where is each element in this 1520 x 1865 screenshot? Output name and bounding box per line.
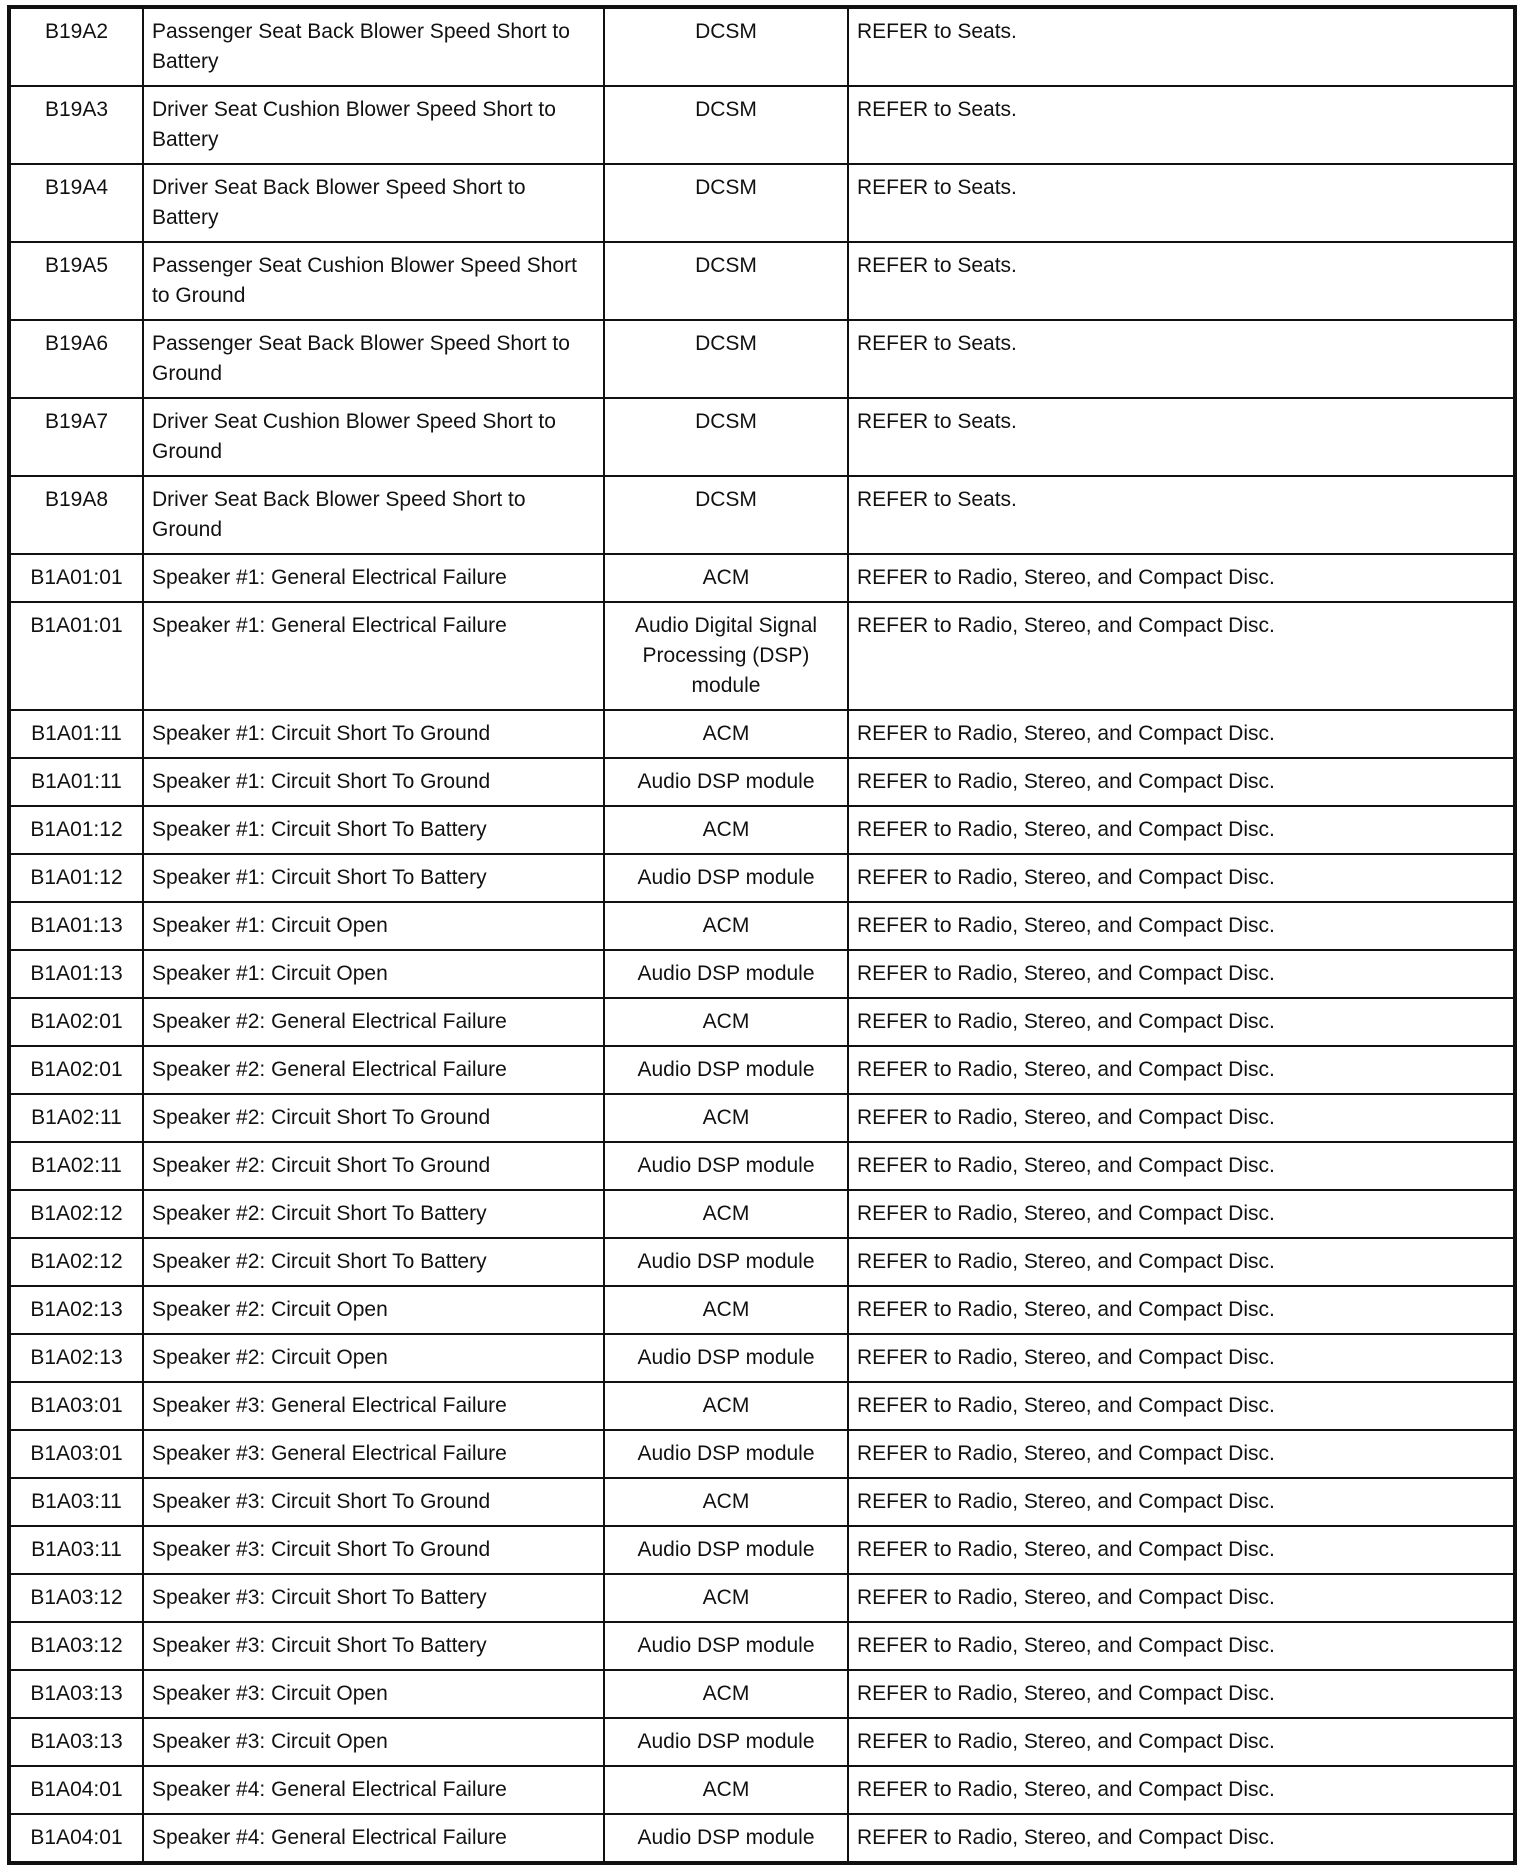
dtc-description-cell: Driver Seat Back Blower Speed Short to Battery xyxy=(143,164,604,242)
dtc-code-cell: B19A2 xyxy=(9,7,143,86)
dtc-code-cell: B1A03:01 xyxy=(9,1382,143,1430)
dtc-description-cell: Speaker #3: Circuit Short To Battery xyxy=(143,1574,604,1622)
table-row xyxy=(9,398,1515,476)
action-cell: REFER to Radio, Stereo, and Compact Disc. xyxy=(848,1142,1515,1190)
dtc-description-cell: Speaker #1: Circuit Short To Battery xyxy=(143,806,604,854)
module-cell: Audio DSP module xyxy=(604,950,848,998)
module-cell: DCSM xyxy=(604,7,848,86)
table-row xyxy=(9,854,1515,902)
dtc-description-cell: Speaker #2: Circuit Short To Battery xyxy=(143,1190,604,1238)
table-row xyxy=(9,1334,1515,1382)
dtc-code-cell: B19A6 xyxy=(9,320,143,398)
module-cell: Audio DSP module xyxy=(604,1430,848,1478)
dtc-code-cell: B1A01:11 xyxy=(9,710,143,758)
module-cell: ACM xyxy=(604,1382,848,1430)
dtc-description-cell: Speaker #2: Circuit Short To Ground xyxy=(143,1142,604,1190)
dtc-description-cell: Speaker #1: Circuit Short To Battery xyxy=(143,854,604,902)
dtc-code-cell: B19A3 xyxy=(9,86,143,164)
table-row xyxy=(9,1238,1515,1286)
dtc-description-cell: Speaker #4: General Electrical Failure xyxy=(143,1814,604,1863)
dtc-code-cell: B1A03:11 xyxy=(9,1478,143,1526)
dtc-description-cell: Speaker #2: General Electrical Failure xyxy=(143,1046,604,1094)
dtc-code-cell: B1A03:01 xyxy=(9,1430,143,1478)
action-cell: REFER to Radio, Stereo, and Compact Disc. xyxy=(848,1574,1515,1622)
module-cell: DCSM xyxy=(604,476,848,554)
table-row xyxy=(9,1814,1515,1863)
dtc-code-cell: B1A02:01 xyxy=(9,1046,143,1094)
module-cell: DCSM xyxy=(604,320,848,398)
action-cell: REFER to Radio, Stereo, and Compact Disc. xyxy=(848,1526,1515,1574)
dtc-description-cell: Speaker #3: General Electrical Failure xyxy=(143,1382,604,1430)
dtc-code-cell: B1A02:11 xyxy=(9,1094,143,1142)
module-cell: ACM xyxy=(604,1670,848,1718)
action-cell: REFER to Radio, Stereo, and Compact Disc. xyxy=(848,806,1515,854)
module-cell: DCSM xyxy=(604,398,848,476)
dtc-description-cell: Speaker #1: Circuit Open xyxy=(143,902,604,950)
module-cell: Audio Digital Signal Processing (DSP) module xyxy=(604,602,848,710)
dtc-description-cell: Speaker #1: Circuit Short To Ground xyxy=(143,758,604,806)
module-cell: Audio DSP module xyxy=(604,1046,848,1094)
table-row xyxy=(9,1574,1515,1622)
dtc-description-cell: Speaker #2: Circuit Open xyxy=(143,1286,604,1334)
module-cell: ACM xyxy=(604,998,848,1046)
dtc-code-cell: B1A04:01 xyxy=(9,1814,143,1863)
table-row xyxy=(9,1046,1515,1094)
action-cell: REFER to Radio, Stereo, and Compact Disc. xyxy=(848,1622,1515,1670)
dtc-description-cell: Driver Seat Back Blower Speed Short to Ground xyxy=(143,476,604,554)
dtc-code-cell: B19A7 xyxy=(9,398,143,476)
module-cell: Audio DSP module xyxy=(604,1142,848,1190)
dtc-code-cell: B1A01:13 xyxy=(9,950,143,998)
dtc-code-cell: B1A04:01 xyxy=(9,1766,143,1814)
dtc-table-body xyxy=(9,7,1515,1863)
action-cell: REFER to Radio, Stereo, and Compact Disc. xyxy=(848,1046,1515,1094)
action-cell: REFER to Radio, Stereo, and Compact Disc. xyxy=(848,1238,1515,1286)
action-cell: REFER to Radio, Stereo, and Compact Disc. xyxy=(848,1766,1515,1814)
dtc-code-cell: B1A01:01 xyxy=(9,602,143,710)
action-cell: REFER to Seats. xyxy=(848,86,1515,164)
dtc-code-cell: B1A03:13 xyxy=(9,1670,143,1718)
action-cell: REFER to Radio, Stereo, and Compact Disc. xyxy=(848,1814,1515,1863)
table-row xyxy=(9,320,1515,398)
dtc-description-cell: Passenger Seat Back Blower Speed Short to Ground xyxy=(143,320,604,398)
action-cell: REFER to Seats. xyxy=(848,476,1515,554)
module-cell: Audio DSP module xyxy=(604,1238,848,1286)
dtc-code-cell: B1A01:12 xyxy=(9,806,143,854)
module-cell: ACM xyxy=(604,1574,848,1622)
module-cell: ACM xyxy=(604,1190,848,1238)
action-cell: REFER to Radio, Stereo, and Compact Disc. xyxy=(848,1190,1515,1238)
table-row xyxy=(9,554,1515,602)
dtc-code-cell: B19A8 xyxy=(9,476,143,554)
table-row xyxy=(9,1142,1515,1190)
table-row xyxy=(9,164,1515,242)
dtc-description-cell: Passenger Seat Cushion Blower Speed Short to Ground xyxy=(143,242,604,320)
action-cell: REFER to Seats. xyxy=(848,7,1515,86)
module-cell: Audio DSP module xyxy=(604,758,848,806)
table-row xyxy=(9,86,1515,164)
table-row xyxy=(9,998,1515,1046)
dtc-description-cell: Speaker #3: Circuit Open xyxy=(143,1670,604,1718)
action-cell: REFER to Radio, Stereo, and Compact Disc. xyxy=(848,902,1515,950)
module-cell: Audio DSP module xyxy=(604,1526,848,1574)
dtc-code-cell: B1A02:01 xyxy=(9,998,143,1046)
module-cell: ACM xyxy=(604,554,848,602)
module-cell: DCSM xyxy=(604,242,848,320)
table-row xyxy=(9,7,1515,86)
table-row xyxy=(9,242,1515,320)
dtc-description-cell: Speaker #4: General Electrical Failure xyxy=(143,1766,604,1814)
dtc-description-cell: Driver Seat Cushion Blower Speed Short to Battery xyxy=(143,86,604,164)
action-cell: REFER to Radio, Stereo, and Compact Disc. xyxy=(848,950,1515,998)
action-cell: REFER to Seats. xyxy=(848,320,1515,398)
table-row xyxy=(9,602,1515,710)
action-cell: REFER to Radio, Stereo, and Compact Disc. xyxy=(848,998,1515,1046)
dtc-description-cell: Speaker #3: General Electrical Failure xyxy=(143,1430,604,1478)
action-cell: REFER to Seats. xyxy=(848,242,1515,320)
dtc-description-cell: Speaker #3: Circuit Open xyxy=(143,1718,604,1766)
table-row xyxy=(9,1478,1515,1526)
table-row xyxy=(9,1286,1515,1334)
module-cell: Audio DSP module xyxy=(604,1334,848,1382)
action-cell: REFER to Radio, Stereo, and Compact Disc. xyxy=(848,602,1515,710)
action-cell: REFER to Radio, Stereo, and Compact Disc. xyxy=(848,1670,1515,1718)
dtc-description-cell: Speaker #1: General Electrical Failure xyxy=(143,554,604,602)
action-cell: REFER to Radio, Stereo, and Compact Disc. xyxy=(848,1478,1515,1526)
dtc-description-cell: Speaker #2: General Electrical Failure xyxy=(143,998,604,1046)
dtc-description-cell: Speaker #1: General Electrical Failure xyxy=(143,602,604,710)
dtc-code-cell: B1A03:13 xyxy=(9,1718,143,1766)
table-row xyxy=(9,1190,1515,1238)
action-cell: REFER to Radio, Stereo, and Compact Disc. xyxy=(848,710,1515,758)
table-row xyxy=(9,1622,1515,1670)
module-cell: ACM xyxy=(604,1286,848,1334)
action-cell: REFER to Seats. xyxy=(848,164,1515,242)
dtc-description-cell: Driver Seat Cushion Blower Speed Short to Ground xyxy=(143,398,604,476)
module-cell: ACM xyxy=(604,1094,848,1142)
dtc-code-cell: B1A01:11 xyxy=(9,758,143,806)
table-row xyxy=(9,950,1515,998)
action-cell: REFER to Radio, Stereo, and Compact Disc. xyxy=(848,1718,1515,1766)
dtc-code-cell: B1A03:12 xyxy=(9,1622,143,1670)
dtc-code-cell: B1A02:13 xyxy=(9,1286,143,1334)
table-row xyxy=(9,1430,1515,1478)
module-cell: DCSM xyxy=(604,86,848,164)
table-row xyxy=(9,806,1515,854)
dtc-code-cell: B1A02:12 xyxy=(9,1238,143,1286)
module-cell: ACM xyxy=(604,1478,848,1526)
table-row xyxy=(9,902,1515,950)
action-cell: REFER to Radio, Stereo, and Compact Disc. xyxy=(848,1430,1515,1478)
module-cell: ACM xyxy=(604,902,848,950)
dtc-code-cell: B1A02:11 xyxy=(9,1142,143,1190)
action-cell: REFER to Seats. xyxy=(848,398,1515,476)
dtc-code-cell: B1A01:13 xyxy=(9,902,143,950)
dtc-code-cell: B1A02:12 xyxy=(9,1190,143,1238)
action-cell: REFER to Radio, Stereo, and Compact Disc. xyxy=(848,758,1515,806)
dtc-description-cell: Speaker #2: Circuit Short To Battery xyxy=(143,1238,604,1286)
table-row xyxy=(9,1718,1515,1766)
dtc-code-cell: B19A5 xyxy=(9,242,143,320)
action-cell: REFER to Radio, Stereo, and Compact Disc. xyxy=(848,854,1515,902)
module-cell: ACM xyxy=(604,710,848,758)
table-row xyxy=(9,476,1515,554)
dtc-description-cell: Speaker #2: Circuit Short To Ground xyxy=(143,1094,604,1142)
dtc-code-cell: B19A4 xyxy=(9,164,143,242)
module-cell: Audio DSP module xyxy=(604,1622,848,1670)
action-cell: REFER to Radio, Stereo, and Compact Disc. xyxy=(848,554,1515,602)
action-cell: REFER to Radio, Stereo, and Compact Disc. xyxy=(848,1334,1515,1382)
dtc-code-cell: B1A03:12 xyxy=(9,1574,143,1622)
module-cell: ACM xyxy=(604,806,848,854)
module-cell: ACM xyxy=(604,1766,848,1814)
table-row xyxy=(9,1670,1515,1718)
dtc-description-cell: Passenger Seat Back Blower Speed Short to Battery xyxy=(143,7,604,86)
dtc-description-cell: Speaker #2: Circuit Open xyxy=(143,1334,604,1382)
dtc-code-cell: B1A01:01 xyxy=(9,554,143,602)
module-cell: Audio DSP module xyxy=(604,854,848,902)
table-row xyxy=(9,1094,1515,1142)
action-cell: REFER to Radio, Stereo, and Compact Disc. xyxy=(848,1286,1515,1334)
module-cell: DCSM xyxy=(604,164,848,242)
dtc-description-cell: Speaker #3: Circuit Short To Ground xyxy=(143,1526,604,1574)
dtc-description-cell: Speaker #1: Circuit Open xyxy=(143,950,604,998)
module-cell: Audio DSP module xyxy=(604,1814,848,1863)
dtc-code-cell: B1A02:13 xyxy=(9,1334,143,1382)
dtc-code-cell: B1A01:12 xyxy=(9,854,143,902)
dtc-description-cell: Speaker #1: Circuit Short To Ground xyxy=(143,710,604,758)
dtc-description-cell: Speaker #3: Circuit Short To Ground xyxy=(143,1478,604,1526)
dtc-code-cell: B1A03:11 xyxy=(9,1526,143,1574)
table-row xyxy=(9,1526,1515,1574)
table-row xyxy=(9,1382,1515,1430)
table-row xyxy=(9,758,1515,806)
module-cell: Audio DSP module xyxy=(604,1718,848,1766)
action-cell: REFER to Radio, Stereo, and Compact Disc. xyxy=(848,1094,1515,1142)
dtc-description-cell: Speaker #3: Circuit Short To Battery xyxy=(143,1622,604,1670)
table-row xyxy=(9,710,1515,758)
table-row xyxy=(9,1766,1515,1814)
dtc-table xyxy=(7,5,1517,1865)
action-cell: REFER to Radio, Stereo, and Compact Disc. xyxy=(848,1382,1515,1430)
